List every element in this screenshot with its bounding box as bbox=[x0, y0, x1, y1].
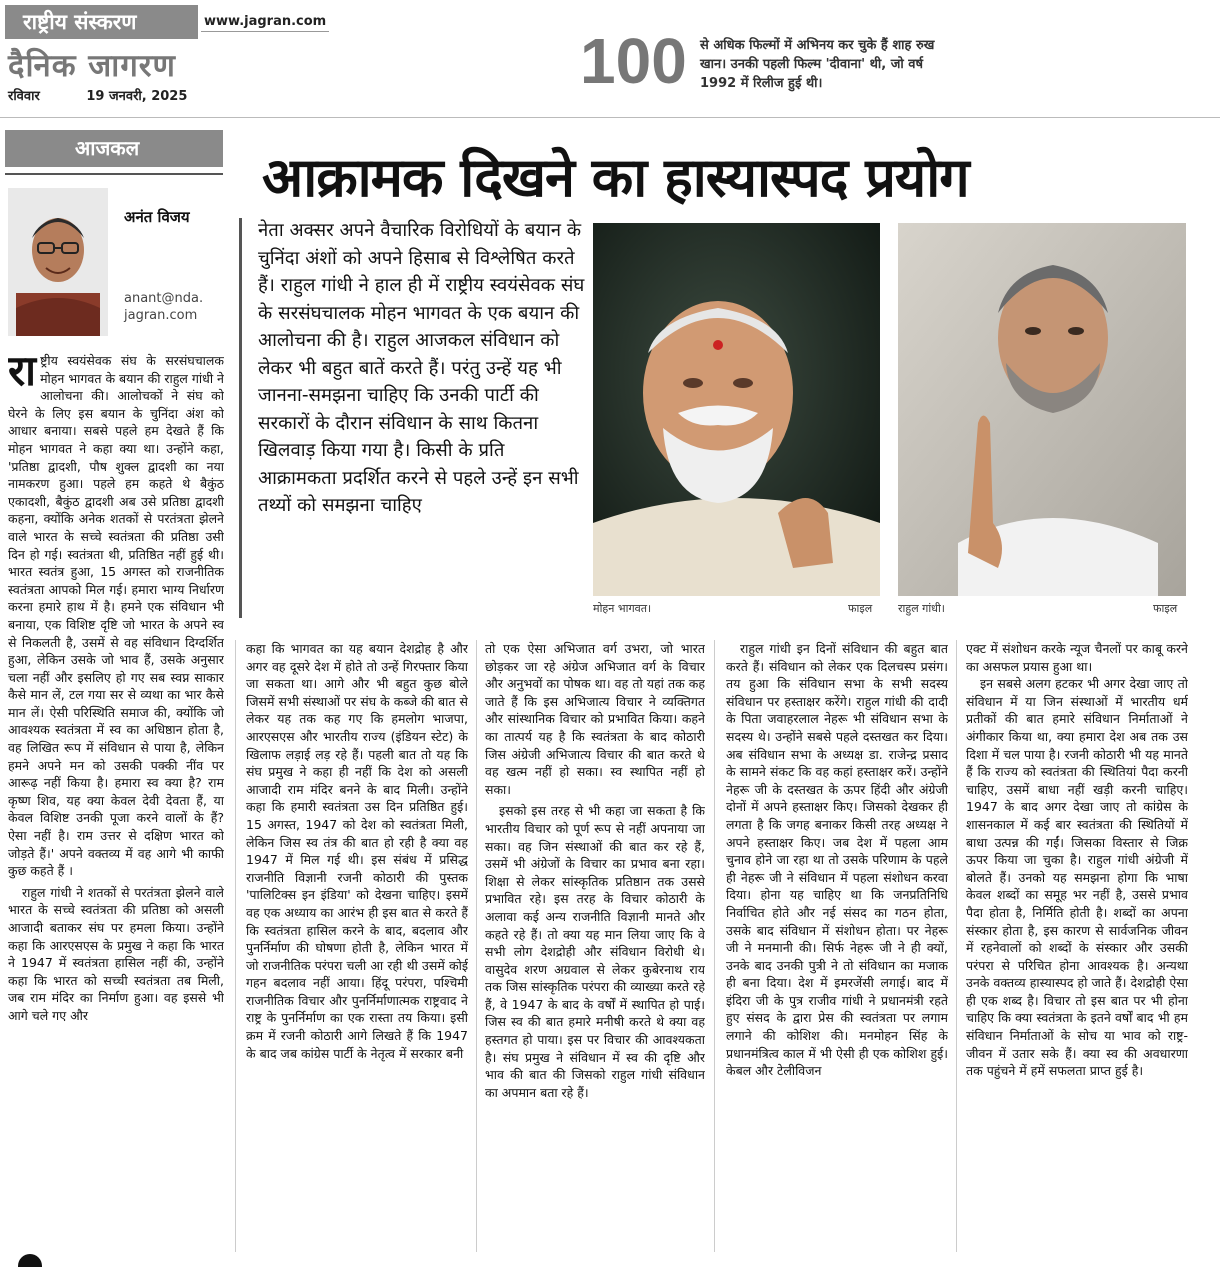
author-name: अनंत विजय bbox=[124, 208, 190, 226]
drop-cap: रा bbox=[8, 352, 37, 395]
date-label: 19 जनवरी, 2025 bbox=[86, 89, 188, 104]
day-label: रविवार bbox=[8, 89, 40, 104]
column-4-paragraph-1: राहुल गांधी इन दिनों संविधान की बहुत बात करते हैं। संविधान को लेकर एक दिलचस्प प्रसंग। तय हुआ कि संविधान सभा के सभी सदस्य संविधान पर हस्ताक्षर करेंगे। राहुल गांधी की दादी के पिता जवाहरलाल नेहरू भी संविधान सभा के सदस्य थे। उन्होंने सबसे पहले दस्तखत कर दिया। अब संविधान सभा के अध्यक्ष डा. राजेन्द्र प्रसाद के सामने संकट कि वह कहां हस्ताक्षर करें। उन्होंने नेहरू जी के दस्तखत के ऊपर हिंदी और अंग्रेजी दोनों में अपने हस्ताक्षर किए। जिसको देखकर ही लगता है कि जगह बनाकर किसी तरह अध्यक्ष ने अपने हस्ताक्षर किए। जब देश में पहला आम चुनाव होने जा रहा था तो उसके परिणाम के पहले ही नेहरू जी ने संविधान में पहला संशोधन करवा दिया। होना यह चाहिए था कि जनप्रतिनिधि निर्वाचित होते और नई संसद का गठन होता, उसके बाद संविधान में संशोधन होता। पर नेहरू जी ने मनमानी की। सिर्फ नेहरू जी ने ही क्यों, उनके बाद उनकी पुत्री ने तो संविधान का मजाक ही बना दिया। देश में इमरजेंसी लगाई। बाद में इंदिरा जी के पुत्र राजीव गांधी ने प्रधानमंत्री रहते हुए संसद के द्वारा प्रेस की स्वतंत्रता पर लगाम लगाने की कोशिश की। मनमोहन सिंह के प्रधानमंत्रित्व काल में भी ऐसी ही एक कोशिश हुई। केबल और टेलीविजन bbox=[726, 641, 948, 1079]
author-email[interactable] bbox=[124, 290, 203, 324]
deck-rule bbox=[239, 218, 242, 618]
trivia-text: से अधिक फिल्मों में अभिनय कर चुके हैं शाह रुख खान। उनकी पहली फिल्म 'दीवाना' थी, जो वर्ष 1992 में रिलीज हुई थी। bbox=[700, 38, 935, 91]
photo2-credit: फाइल bbox=[1153, 602, 1178, 615]
photo-rahul-gandhi bbox=[898, 223, 1186, 596]
trivia-number: 100 bbox=[580, 25, 687, 97]
column-5-paragraph-2: इन सबसे अलग हटकर भी अगर देखा जाए तो संविधान में या जिन संस्थाओं में भारतीय धर्म प्रतीकों की बात हमारे संविधान निर्माताओं ने अंगीकार किया था, क्या हमारा देश अब तक उस दिशा में चल पाया है। रजनी कोठारी भी यह मानते हैं कि राज्य को स्वतंत्रता की स्थितियां पैदा करनी चाहिए, उसमें बाधा नहीं खड़ी करनी चाहिए। 1947 के बाद अगर देखा जाए तो कांग्रेस के शासनकाल में कई बार स्वतंत्रता की स्थितियों में बाधा उत्पन्न की गईं। जिसका विस्तार से जिक्र ऊपर किया जा चुका है। राहुल गांधी अंग्रेजी में बोलते हैं। उनको यह समझना होगा कि भाषा केवल शब्दों का समूह भर नहीं है, उससे प्रभाव पैदा होता है, निर्मिति होती है। शब्दों का अपना संस्कार होता है, इस कारण से सार्वजनिक जीवन में रहनेवालों को शब्दों के संस्कार और उसकी परंपरा से परिचित होना आवश्यक है। अन्यथा उनके वक्तव्य हास्यास्पद हो जाते हैं। देशद्रोही ऐसा ही एक शब्द है। विचार तो इस बात पर भी होना चाहिए कि क्या स्वतंत्रता के इतने वर्षों बाद भी हम संविधान निर्माताओं के सोच या भाव को राष्ट्र-जीवन में उतार सके हैं। क्या स्व की अवधारणा तक पहुंचने में हमें सफलता प्राप्त हुई है। bbox=[966, 676, 1188, 1079]
article-column-4 bbox=[726, 640, 948, 1252]
masthead bbox=[0, 0, 1220, 118]
article-column-1 bbox=[8, 352, 224, 1252]
photo2-caption: राहुल गांधी। bbox=[898, 602, 945, 615]
article-deck: नेता अक्सर अपने वैचारिक विरोधियों के बयान के चुनिंदा अंशों को अपने हिसाब से विश्लेषित करते हैं। राहुल गांधी ने हाल ही में राष्ट्रीय स्वयंसेवक संघ के सरसंघचालक मोहन भागवत के एक बयान की आलोचना की है। राहुल आजकल संविधान को लेकर भी बहुत बातें करते हैं। परंतु उन्हें यह भी जानना-समझना चाहिए कि उनकी पार्टी की सरकारों के दौरान संविधान के साथ कितना खिलवाड़ किया गया है। किसी के प्रति आक्रामकता प्रदर्शित करने से पहले उन्हें इन सभी तथ्यों को समझना चाहिए bbox=[258, 220, 585, 516]
column-1-paragraph-1-text: ष्ट्रीय स्वयंसेवक संघ के सरसंघचालक मोहन भागवत के बयान की राहुल गांधी ने आलोचना की। आलोचकों ने संघ को घेरने के लिए इस बयान के चुनिंदा अंश को आधार बनाया। सबसे पहले हम देखते हैं कि मोहन भागवत ने कहा क्या था। उन्होंने कहा, 'प्रतिष्ठा द्वादशी, पौष शुक्ल द्वादशी का नया नामकरण हुआ। पहले हम कहते थे बैकुंठ एकादशी, बैकुंठ द्वादशी अब उसे प्रतिष्ठा द्वादशी कहना, क्योंकि अनेक शतकों से परतंत्रता झेलने वाले भारत के सच्चे स्वतंत्रता की प्रतिष्ठा उसी दिन हो गई। स्वतंत्रता थी, प्रतिष्ठित नहीं हुई थी। भारत स्वतंत्र हुआ, 15 अगस्त को राजनीतिक स्वतंत्रता आपको मिल गई। हमारा भाग्य निर्धारण करना हमारे हाथ में है। हमने एक संविधान भी बनाया, एक विशिष्ट दृष्टि जो भारत के अपने स्व से निकलती है, उसमें से वह संविधान दिग्दर्शित हुआ, लेकिन उसके जो भाव हैं, उसके अनुसार चला नहीं और इसलिए हो गए सब स्वप्न साकार कैसे मान लें, टल गया सर से व्यथा का भार कैसे मान लें। ऐसी परिस्थिति समाज की, क्योंकि जो आवश्यक स्वतंत्रता में स्व का अधिष्ठान होता है, वह लिखित रूप में संविधान से पाया है, लेकिन हमने अपने मन को उसकी पक्की नींव पर आरूढ़ नहीं किया है। हमारा स्व क्या है? राम कृष्ण शिव, यह क्या केवल देवी देवता हैं, या केवल विशिष्ट उनकी पूजा करने वालों के हैं? ऐसा नहीं है। राम उत्तर से दक्षिण भारत को जोड़ते हैं।' अपने वक्तव्य में वह आगे भी काफी कुछ कहते हैं । bbox=[8, 353, 224, 879]
author-email-line2: jagran.com bbox=[124, 308, 198, 323]
page-corner-mark bbox=[18, 1254, 42, 1267]
article-column-5 bbox=[966, 640, 1188, 1252]
column-5-paragraph-1: एक्ट में संशोधन करके न्यूज चैनलों पर काबू करने का असफल प्रयास हुआ था। bbox=[966, 641, 1188, 674]
date-row bbox=[8, 86, 229, 104]
column-1-paragraph-2: राहुल गांधी ने शतकों से परतंत्रता झेलने वाले भारत के सच्चे स्वतंत्रता की प्रतिष्ठा को असली आजादी बताकर संघ पर हमला किया। उन्होंने कहा कि आरएसएस के प्रमुख ने कहा कि भारत ने 1947 में स्वतंत्रता हासिल नहीं की, उन्होंने कहा कि भारत को सच्ची स्वतंत्रता तब मिली, जब राम मंदिर का निर्माण हुआ। वह इससे भी आगे चले गए और bbox=[8, 884, 224, 1023]
photo1-credit: फाइल bbox=[848, 602, 873, 615]
edition-label: राष्ट्रीय संस्करण bbox=[5, 5, 198, 39]
article-column-2 bbox=[246, 640, 468, 1252]
column-2-paragraph-1: कहा कि भागवत का यह बयान देशद्रोह है और अगर वह दूसरे देश में होते तो उन्हें गिरफ्तार किया जा सकता था। आगे और भी बहुत कुछ बोले जिसमें सभी संस्थाओं पर संघ के कब्जे की बात से लेकर यह तक कह गए कि हमलोग भाजपा, आरएसएस और भारतीय राज्य (इंडियन स्टेट) के खिलाफ लड़ाई लड़ रहे हैं। पहली बात तो यह कि संघ प्रमुख ने कहा ही नहीं कि देश को असली आजादी राम मंदिर बनने के बाद मिली। उन्होंने कहा कि हमारी स्वतंत्रता उस दिन प्रतिष्ठित हुई। 15 अगस्त, 1947 को देश को स्वतंत्रता मिली, लेकिन जिस स्व तंत्र की बात हो रही है क्या वह 1947 में मिल गई थी। इस संबंध में प्रसिद्ध राजनीति विज्ञानी रजनी कोठारी की पुस्तक 'पालिटिक्स इन इंडिया' को देखना चाहिए। इसमें वह एक अध्याय का आरंभ ही इस बात से करते हैं कि स्वतंत्रता हासिल करने के बाद, बदलाव और पुनर्निर्माण की घोषणा होती है, लेकिन भारत में जो राजनीतिक परंपरा चली आ रही थी उसमें कोई गहन बदलाव नहीं आया। हिंदू परंपरा, पश्चिमी राजनीतिक विचार और पुनर्निर्माणात्मक राष्ट्रवाद ने राष्ट्र के पुनर्निर्माण का एक रास्ता तय किया। इसी क्रम में रजनी कोठारी आगे लिखते हैं कि 1947 के बाद जब कांग्रेस पार्टी के नेतृत्व में सरकार बनी bbox=[246, 641, 468, 1061]
photo-mohan-bhagwat bbox=[593, 223, 880, 596]
website-url[interactable]: www.jagran.com bbox=[201, 14, 329, 32]
author-email-line1: anant@nda. bbox=[124, 291, 204, 306]
column-divider bbox=[714, 640, 715, 1252]
column-3-paragraph-1: तो एक ऐसा अभिजात वर्ग उभरा, जो भारत छोड़कर जा रहे अंग्रेज अभिजात वर्ग के विचार और अनुभवों का पोषक था। वह तो यहां तक कह जाते हैं कि इस अभिजात्य विचार ने व्यक्तिगत और सांस्थानिक विचार को प्रभावित किया। कहने का तात्पर्य यह है कि स्वतंत्रता के बाद कोठारी जिस अंग्रेजी अभिजात्य विचार की बात करते थे वह खत्म नहीं हो सका। स्व स्थापित नहीं हो सका। bbox=[485, 641, 705, 797]
column-1-paragraph-1 bbox=[8, 352, 224, 880]
author-photo bbox=[8, 188, 108, 336]
column-divider bbox=[235, 640, 236, 1252]
column-3-paragraph-2: इसको इस तरह से भी कहा जा सकता है कि भारतीय विचार को पूर्ण रूप से नहीं अपनाया जा सका। वह जिन संस्थाओं की बात कर रहे हैं, उसमें भी अंग्रेजों के विचार का प्रभाव बना रहा। शिक्षा से लेकर सांस्कृतिक प्रतिष्ठान तक उससे प्रभावित रहे। इस तरह के विचार कोठारी के अलावा कई अन्य राजनीति विज्ञानी मानते और कहते रहे हैं। तो क्या यह मान लिया जाए कि वे सभी लोग देशद्रोही और संविधान विरोधी थे। वासुदेव शरण अग्रवाल से लेकर कुबेरनाथ राय तक जिस सांस्कृतिक परंपरा की व्याख्या करते रहे हैं, वे 1947 के बाद के वर्षों में स्थापित हो पाई। जिस स्व की बात हमारे मनीषी करते थे क्या वह हस्तगत हो पाया। इस पर विचार की आवश्यकता है। संघ प्रमुख ने संविधान में स्व की दृष्टि और भाव की बात की जिसको राहुल गांधी संविधान का अपमान बता रहे हैं। bbox=[485, 803, 705, 1100]
section-label: आजकल bbox=[5, 130, 223, 167]
column-divider bbox=[476, 640, 477, 1252]
photo1-caption: मोहन भागवत। bbox=[593, 602, 652, 615]
article-headline: आक्रामक दिखने का हास्यास्पद प्रयोग bbox=[262, 146, 969, 209]
section-divider bbox=[5, 173, 223, 175]
column-divider bbox=[956, 640, 957, 1252]
paper-name-logo: दैनिक जागरण bbox=[8, 48, 176, 84]
article-column-3 bbox=[485, 640, 705, 1252]
